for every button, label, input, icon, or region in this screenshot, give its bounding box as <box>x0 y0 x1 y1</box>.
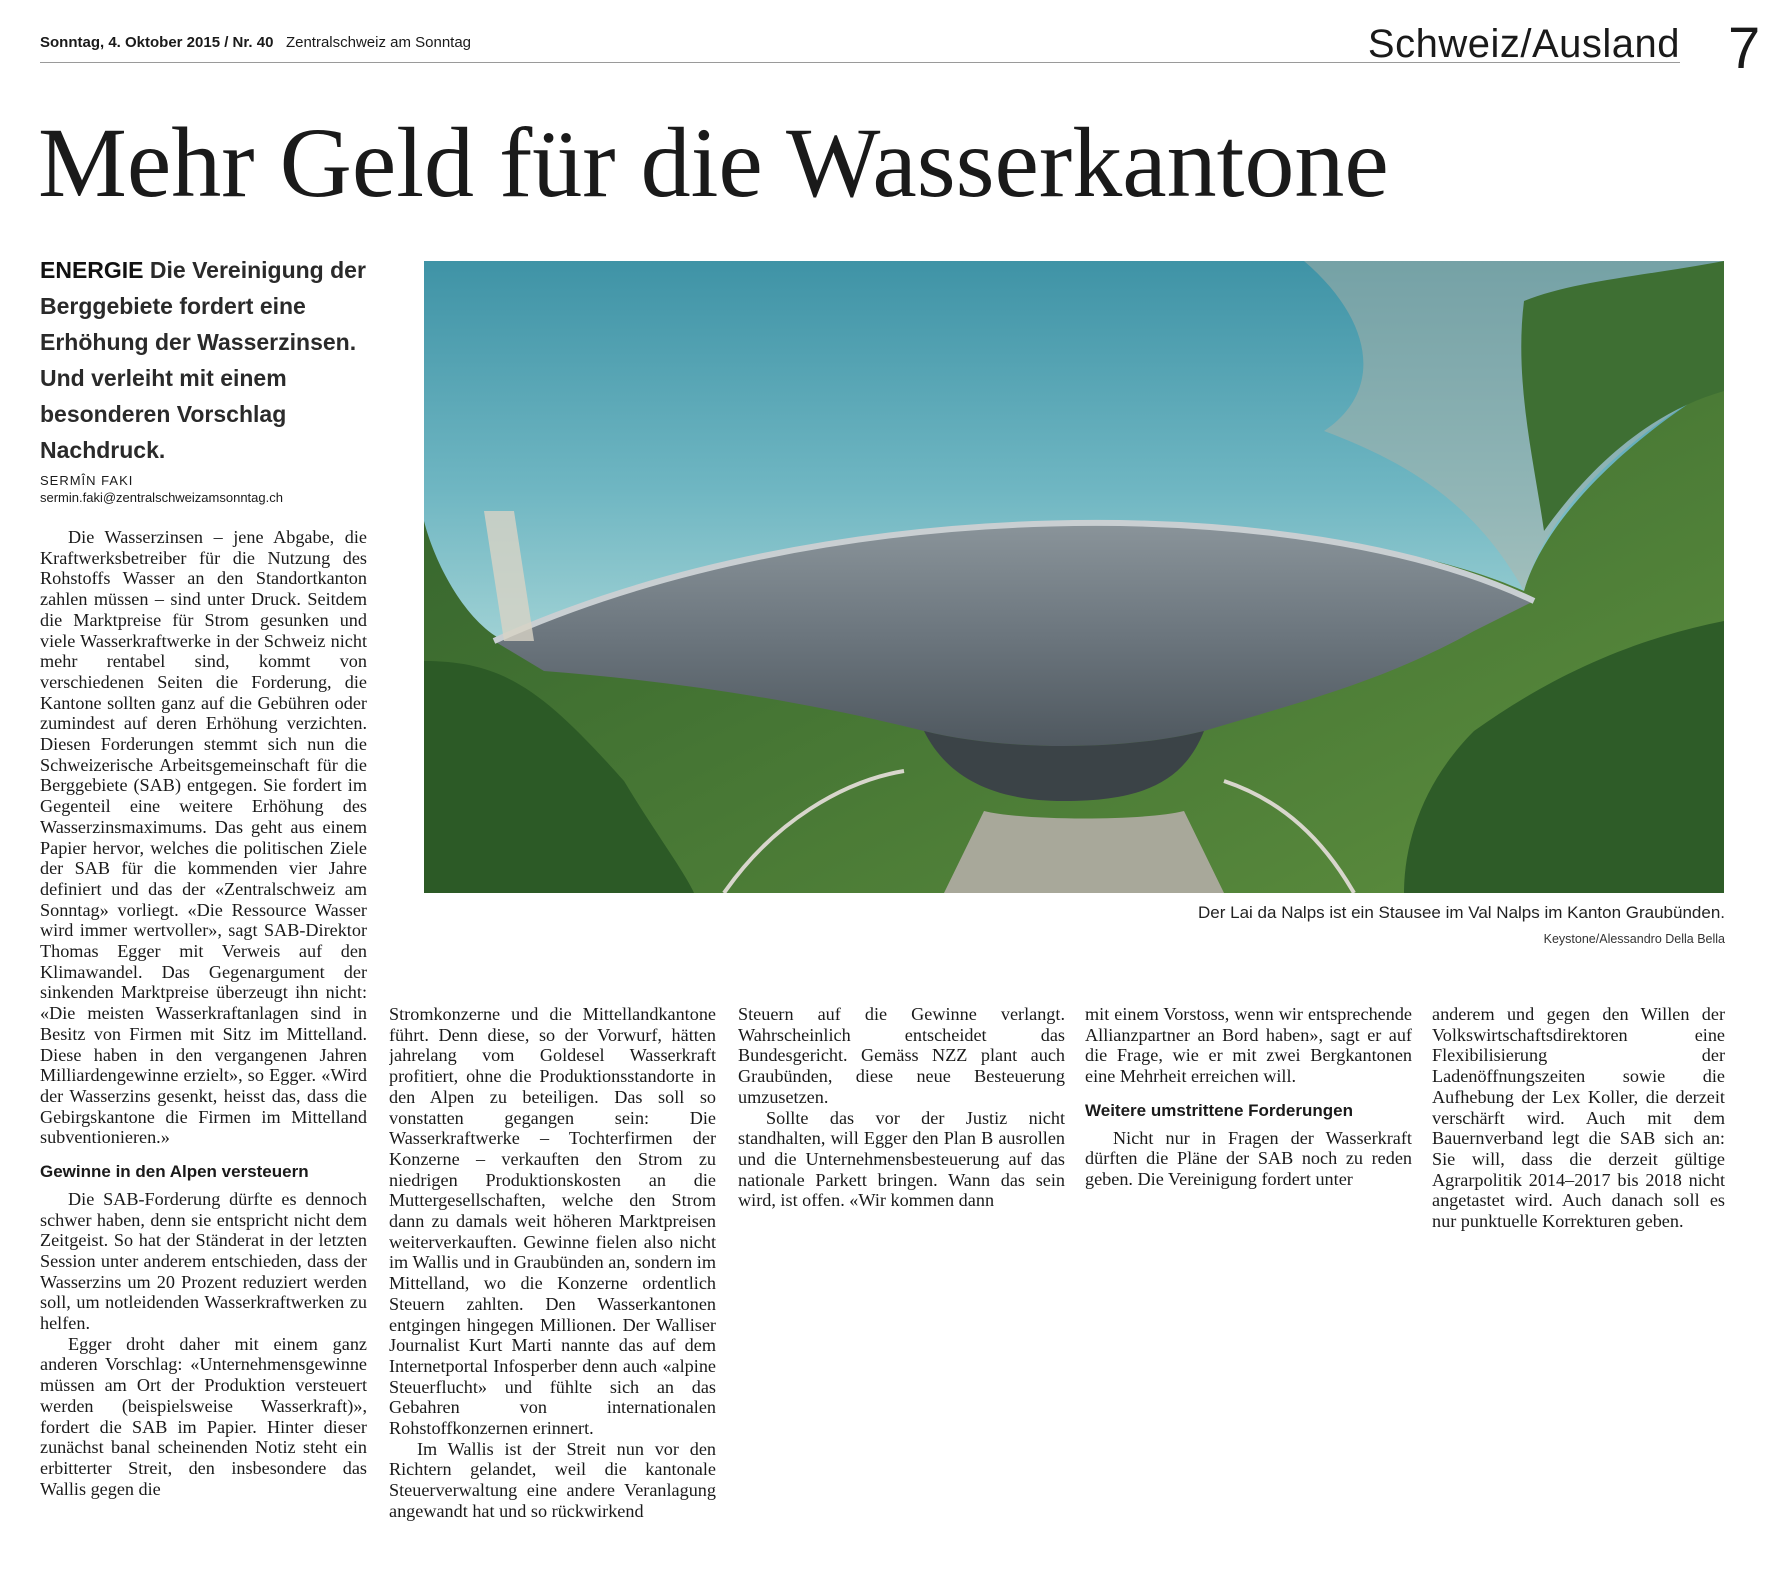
article-headline: Mehr Geld für die Wasserkantone <box>38 107 1389 218</box>
author-name: SERMÎN FAKI <box>40 473 134 488</box>
page-number: 7 <box>1728 16 1761 81</box>
paragraph: Steuern auf die Gewinne verlangt. Wahrscheinlich entscheidet das Bundesgericht. Gemäss NZZ plant auch Graubünden, diese neue Besteuerung umzusetzen. <box>738 1004 1065 1107</box>
text-column-3 <box>738 1004 1065 1549</box>
paragraph: Im Wallis ist der Streit nun vor den Richtern gelandet, weil die kantonale Steuerverwaltung eine andere Veranlagung angewandt hat und so rückwirkend <box>389 1438 716 1521</box>
page-header <box>40 22 1680 66</box>
byline <box>40 473 283 505</box>
dam-photo <box>424 261 1724 893</box>
photo-caption: Der Lai da Nalps ist ein Stausee im Val Nalps im Kanton Graubünden. <box>1198 903 1725 922</box>
paragraph: Sollte das vor der Justiz nicht standhalten, will Egger den Plan B ausrollen und die Unternehmensbesteuerung auf das nationale Parkett bringen. Wann das sein wird, ist offen. «Wir kommen dann <box>738 1107 1065 1211</box>
paragraph: Die Wasserzinsen – jene Abgabe, die Kraftwerksbetreiber für die Nutzung des Rohstoffs Wasser an den Standortkanton zahlen müssen – sind unter Druck. Seitdem die Marktpreise für Strom gesunken und viele Wasserkraftwerke in der Schweiz nicht mehr rentabel sind, kommt von verschiedenen Seiten die Forderung, die Kantone sollten ganz auf die Gebühren oder zumindest auf deren Erhöhung verzichten. Diesen Forderungen stemmt sich nun die Schweizerische Arbeitsgemeinschaft für die Berggebiete (SAB) entgegen. Sie fordert im Gegenteil eine weitere Erhöhung des Wasserzinsmaximums. Das geht aus einem Papier hervor, welches die politischen Ziele der SAB für die kommenden vier Jahre definiert und das der «Zentralschweiz am Sonntag» vorliegt. «Die Ressource Wasser wird immer wertvoller», sagt SAB-Direktor Thomas Egger mit Verweis auf den Klimawandel. Das Gegenargument der sinkenden Marktpreise überzeugt ihn nicht: «Die meisten Wasserkraftanlagen sind in Besitz von Firmen mit Sitz im Mittelland. Diese haben in den vergangenen Jahren Milliardengewinne erzielt», so Egger. «Wird der Wasserzins gesenkt, heisst das, dass die Gebirgskantone die Firmen im Mittelland subventionieren.» <box>40 527 367 1148</box>
text-column-5 <box>1432 1004 1725 1549</box>
text-column-4 <box>1085 1004 1412 1549</box>
dateline <box>40 34 471 51</box>
subheading: Gewinne in den Alpen versteuern <box>40 1162 309 1182</box>
paragraph: Nicht nur in Fragen der Wasserkraft dürften die Pläne der SAB noch zu reden geben. Die Vereinigung fordert unter <box>1085 1127 1412 1189</box>
paragraph: Stromkonzerne und die Mittellandkantone führt. Denn diese, so der Vorwurf, hätten jahrelang vom Goldesel Wasserkraft profitiert, ohne die Produktionsstandorte in den Alpen zu beteiligen. Das soll so vonstatten gegangen sein: Die Wasserkraftwerke – Tochterfirmen der Konzerne – verkauften den Strom zu niedrigen Produktionskosten an die Muttergesellschaften, welche den Strom dann zu damals weit höheren Marktpreisen weiterverkauften. Gewinne fielen also nicht im Wallis und in Graubünden an, sondern im Mittelland, wo die Konzerne ordentlich Steuern zahlten. Den Wasserkantonen entgingen hingegen Millionen. Der Walliser Journalist Kurt Marti nannte das auf dem Internetportal Infosperber denn auch «alpine Steuerflucht» und fühlte sich an das Gebahren von internationalen Rohstoffkonzernen erinnert. <box>389 1004 716 1439</box>
section-title: Schweiz/Ausland <box>1367 22 1680 66</box>
lead-text: Die Vereinigung der Berggebiete fordert eine Erhöhung der Wasserzinsen. Und verleiht mit einem besonderen Vorschlag Nachdruck. <box>40 257 366 463</box>
text-column-2 <box>389 1004 716 1549</box>
text-column-1 <box>40 527 367 1547</box>
article-lead <box>40 252 395 468</box>
dam-illustration <box>424 261 1724 893</box>
photo-credit: Keystone/Alessandro Della Bella <box>1543 932 1725 946</box>
paragraph: Egger droht daher mit einem ganz anderen Vorschlag: «Unternehmensgewinne müssen am Ort der Produktion versteuert werden (beispielsweise Wasserkraft)», fordert die SAB im Papier. Hinter dieser zunächst banal scheinenden Notiz steht ein erbitterter Streit, den insbesondere das Wallis gegen die <box>40 1333 367 1499</box>
issue-date: Sonntag, 4. Oktober 2015 / Nr. 40 <box>40 34 274 51</box>
author-email[interactable]: sermin.faki@zentralschweizamsonntag.ch <box>40 490 283 505</box>
subheading: Weitere umstrittene Forderungen <box>1085 1100 1353 1120</box>
paragraph: mit einem Vorstoss, wenn wir entsprechende Allianzpartner an Bord haben», sagt er auf die Frage, wie er mit zwei Bergkantonen eine Mehrheit erreichen will. <box>1085 1004 1412 1087</box>
paragraph: Die SAB-Forderung dürfte es dennoch schwer haben, denn sie entspricht nicht dem Zeitgeist. So hat der Ständerat in der letzten Session unter anderem entschieden, dass der Wasserzins um 20 Prozent reduziert werden soll, um notleidenden Wasserkraftwerken zu helfen. <box>40 1188 367 1334</box>
paragraph: anderem und gegen den Willen der Volkswirtschaftsdirektoren eine Flexibilisierung der Ladenöffnungszeiten sowie die Aufhebung der Lex Koller, die derzeit verschärft wird. Auch mit dem Bauernverband legt die SAB sich an: Sie will, dass die derzeit gültige Agrarpolitik 2014–2017 bis 2018 nicht angetastet wird. Auch danach soll es nur punktuelle Korrekturen geben. <box>1432 1004 1725 1232</box>
publication-name: Zentralschweiz am Sonntag <box>285 34 472 51</box>
lead-kicker: ENERGIE <box>40 257 144 283</box>
